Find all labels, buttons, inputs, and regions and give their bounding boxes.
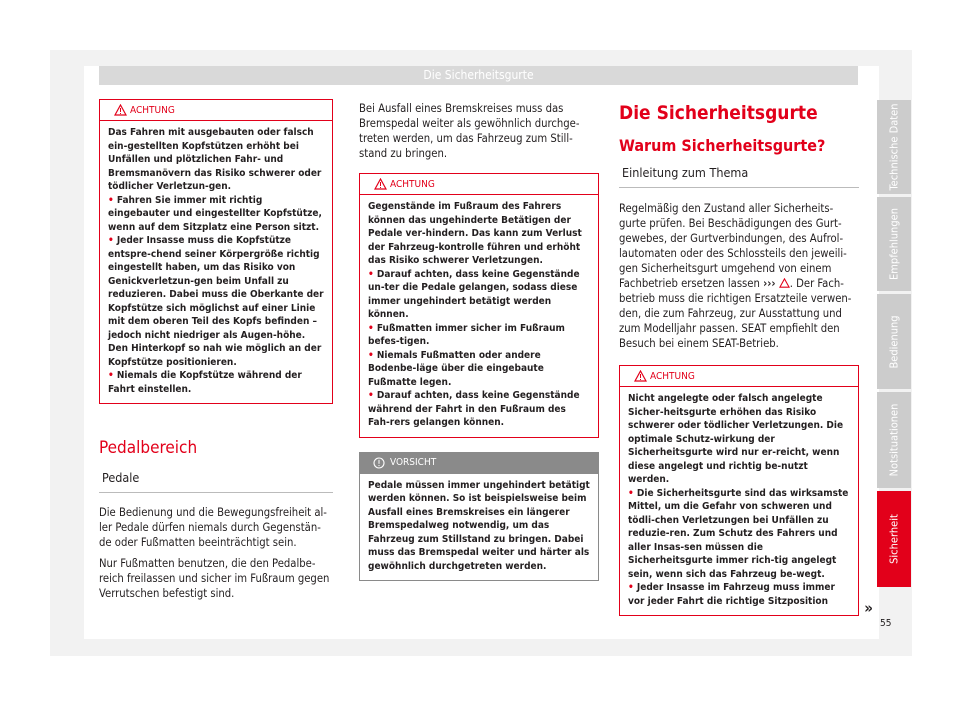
warning-bullet: • Darauf achten, dass keine Gegenstände während der Fahrt in den Fußraum des Fah-rers gelangen können.: [368, 390, 580, 428]
side-tab-technische-daten[interactable]: Technische Daten: [877, 100, 911, 194]
warning-box-headrest: [99, 99, 333, 404]
warning-header: [620, 366, 858, 387]
warning-intro: Gegenstände im Fußraum des Fahrers können das ungehinderte Betätigen der Pedale ver-hindern. Das kann zum Verlust der Fahrzeug-kontrolle führen und erhöht das Risiko schwerer Verletzungen.: [368, 201, 582, 266]
warning-bullet: • Jeder Insasse im Fahrzeug muss immer vor jeder Fahrt die richtige Sitzposition: [628, 582, 835, 607]
warning-label: ACHTUNG: [130, 104, 175, 116]
page-number: 55: [880, 618, 892, 629]
paragraph: Bei Ausfall eines Bremskreises muss das Bremspedal weiter als gewöhnlich durchge-treten werden, um das Fahrzeug zum Still-stand zu bringen.: [359, 102, 580, 160]
warning-bullet: • Niemals Fußmatten oder andere Bodenbe-läge über die eingebaute Fußmatte legen.: [368, 349, 544, 388]
paragraph: Die Bedienung und die Bewegungsfreiheit al-ler Pedale dürfen niemals durch Gegenstän-de oder Fußmatten beeinträchtigt sein.: [99, 506, 327, 549]
warning-label: ACHTUNG: [650, 370, 695, 382]
warning-triangle-icon: [114, 104, 127, 116]
section-title-pedalbereich: Pedalbereich: [99, 438, 198, 458]
caution-body: Pedale müssen immer ungehindert betätigt werden können. So ist beispielsweise beim Ausfall eines Bremskreises ein längerer Bremspedalweg notwendig, um das Fahrzeug zum Stillstand zu bringen. Dabei muss das Bremspedal weiter und härter als gewöhnlich durchgetreten werden.: [368, 479, 590, 572]
warning-header: [360, 174, 598, 195]
warning-header: [100, 100, 332, 121]
paragraph: Regelmäßig den Zustand aller Sicherheits-gurte prüfen. Bei Beschädigungen des Gurt-gewebes, der Gurtverbindungen, des Aufrol-lautomaten oder des Schlossteils den jeweili-gen Sicherheitsgurt umgehend von einem Fachbetrieb ersetzen lassen ››› . Der Fach-betrieb muss die richtigen Ersatzteile verwen-den, die zum Fahrzeug, zur Ausstattung und zum Modelljahr passen. SEAT empfiehlt den Besuch bei einem SEAT-Betrieb.: [619, 202, 852, 350]
warning-triangle-icon: [779, 278, 790, 288]
section-title: Warum Sicherheitsgurte?: [619, 136, 826, 155]
warning-intro: Das Fahren mit ausgebauten oder falsch ein-gestellten Kopfstützen erhöht bei Unfällen und plötzlichen Fahr- und Bremsmanövern das Risiko schwerer oder tödlicher Verletzun-gen.: [108, 127, 322, 192]
chapter-title: Die Sicherheitsgurte: [619, 102, 818, 124]
warning-label: ACHTUNG: [390, 178, 435, 190]
side-tab-notsituationen[interactable]: Notsituationen: [877, 392, 911, 488]
column-1: [99, 99, 333, 601]
cross-reference-arrow: ›››: [763, 277, 776, 290]
continue-arrow-icon: »: [864, 599, 873, 617]
info-circle-icon: [373, 457, 385, 469]
warning-body: [360, 195, 598, 437]
warning-triangle-icon: [634, 370, 647, 382]
side-tab-sicherheit[interactable]: Sicherheit: [877, 491, 911, 587]
caution-header: [360, 453, 598, 474]
warning-bullet: • Jeder Insasse muss die Kopfstütze entspre-chend seiner Körpergröße richtig eingestellt haben, um das Risiko von Genickverletzun-gen beim Unfall zu reduzieren. Dabei muss die Oberkante der Kopfstütze sich möglichst auf einer Linie mit dem oberen Teil des Kopfs befinden – jedoch nicht niedriger als Augen-höhe. Den Hinterkopf so nah wie möglich an der Kopfstütze positionieren.: [108, 235, 324, 368]
warning-triangle-icon: [374, 178, 387, 190]
warning-box-belts: [619, 365, 873, 617]
subsection-title-pedale: Pedale: [99, 458, 333, 493]
side-tab-empfehlungen[interactable]: Empfehlungen: [877, 197, 911, 291]
caution-label: VORSICHT: [390, 457, 437, 468]
warning-bullet: • Die Sicherheitsgurte sind das wirksamste Mittel, um die Gefahr von schweren und tödli-chen Verletzungen bei Unfällen zu reduzie-ren. Zum Schutz des Fahrers und aller Insas-sen müssen die Sicherheitsgurte immer rich-tig angelegt sein, wenn sich das Fahrzeug be-wegt.: [628, 487, 849, 580]
warning-body: [100, 121, 332, 403]
warning-box-pedals: [359, 173, 599, 438]
caution-box: [359, 452, 599, 582]
warning-body: [620, 387, 858, 615]
paragraph: Nur Fußmatten benutzen, die den Pedalbe-reich freilassen und sicher im Fußraum gegen Verrutschen befestigt sind.: [99, 557, 330, 600]
warning-bullet: • Fußmatten immer sicher im Fußraum befes-tigen.: [368, 322, 565, 347]
running-header: Die Sicherheitsgurte: [99, 66, 858, 85]
warning-intro: Nicht angelegte oder falsch angelegte Sicher-heitsgurte erhöhen das Risiko schwerer oder tödlicher Verletzungen. Die optimale Schutz-wirkung der Sicherheitsgurte wird nur er-reicht, wenn diese angelegt und richtig be-nutzt werden.: [628, 393, 844, 485]
column-2: [359, 101, 599, 581]
warning-bullet: • Fahren Sie immer mit richtig eingebauter und eingestellter Kopfstütze, wenn auf dem Sitzplatz eine Person sitzt.: [108, 194, 322, 233]
warning-bullet: • Niemals die Kopfstütze während der Fahrt einstellen.: [108, 370, 302, 395]
intro-title: Einleitung zum Thema: [619, 155, 859, 188]
column-3: [619, 101, 873, 617]
warning-bullet: • Darauf achten, dass keine Gegenstände un-ter die Pedale gelangen, sodass diese immer ungehindert betätigt werden können.: [368, 268, 580, 320]
side-tab-bedienung[interactable]: Bedienung: [877, 294, 911, 389]
